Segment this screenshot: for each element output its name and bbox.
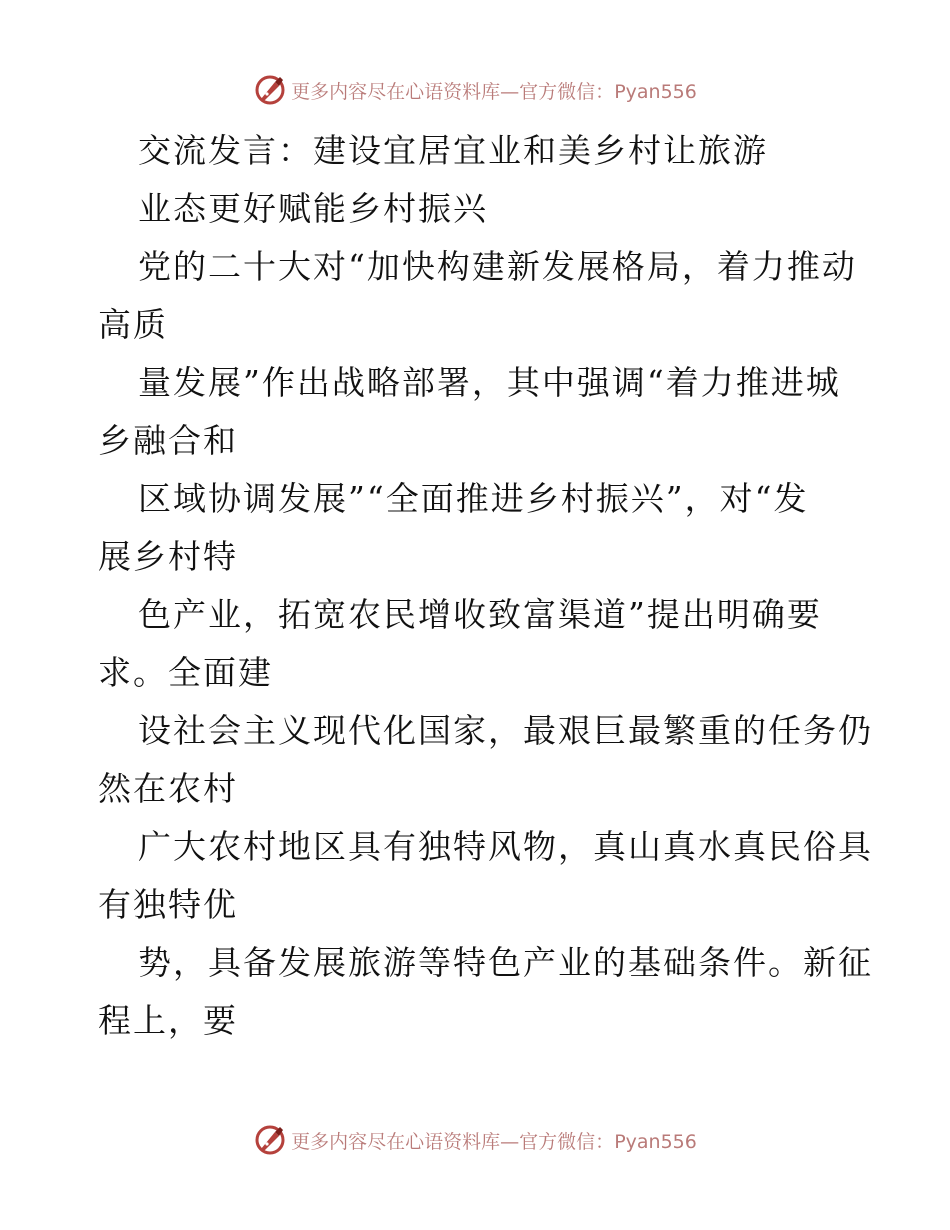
footer-watermark <box>0 1120 950 1160</box>
text-line: 量发展”作出战略部署，其中强调“着力推进城 <box>138 363 841 402</box>
text-line: 区域协调发展”“全面推进乡村振兴”，对“发 <box>138 479 809 518</box>
watermark-text <box>291 1127 697 1154</box>
watermark-site-name: 更多内容尽在心语资料库 <box>291 1130 501 1153</box>
watermark-wechat-id: Pyan556 <box>614 1130 697 1153</box>
header-watermark <box>0 70 950 110</box>
text-line: 势，具备发展旅游等特色产业的基础条件。新征 <box>138 943 873 982</box>
watermark-wechat-id: Pyan556 <box>614 80 697 103</box>
text-line: 党的二十大对“加快构建新发展格局，着力推动 <box>138 247 857 286</box>
text-line: 求。全面建 <box>98 653 273 692</box>
text-line: 交流发言：建设宜居宜业和美乡村让旅游 <box>138 131 768 170</box>
text-line: 展乡村特 <box>98 537 238 576</box>
text-line: 有独特优 <box>98 885 238 924</box>
pen-nib-logo-icon <box>253 73 287 107</box>
text-line: 广大农村地区具有独特风物，真山真水真民俗具 <box>138 827 873 866</box>
watermark-wechat-label: 官方微信： <box>519 1130 615 1153</box>
text-line: 然在农村 <box>98 769 238 808</box>
watermark-site-name: 更多内容尽在心语资料库 <box>291 80 501 103</box>
pen-nib-logo-icon <box>253 1123 287 1157</box>
text-line: 设社会主义现代化国家，最艰巨最繁重的任务仍 <box>138 711 873 750</box>
watermark-separator: — <box>500 80 520 103</box>
text-line: 乡融合和 <box>98 421 238 460</box>
text-line: 高质 <box>98 305 168 344</box>
text-line: 色产业，拓宽农民增收致富渠道”提出明确要 <box>138 595 822 634</box>
watermark-text <box>291 77 697 104</box>
watermark-separator: — <box>500 1130 520 1153</box>
text-line: 程上，要 <box>98 1001 238 1040</box>
document-body <box>0 122 950 1050</box>
watermark-wechat-label: 官方微信： <box>519 80 615 103</box>
text-line: 业态更好赋能乡村振兴 <box>138 189 488 228</box>
